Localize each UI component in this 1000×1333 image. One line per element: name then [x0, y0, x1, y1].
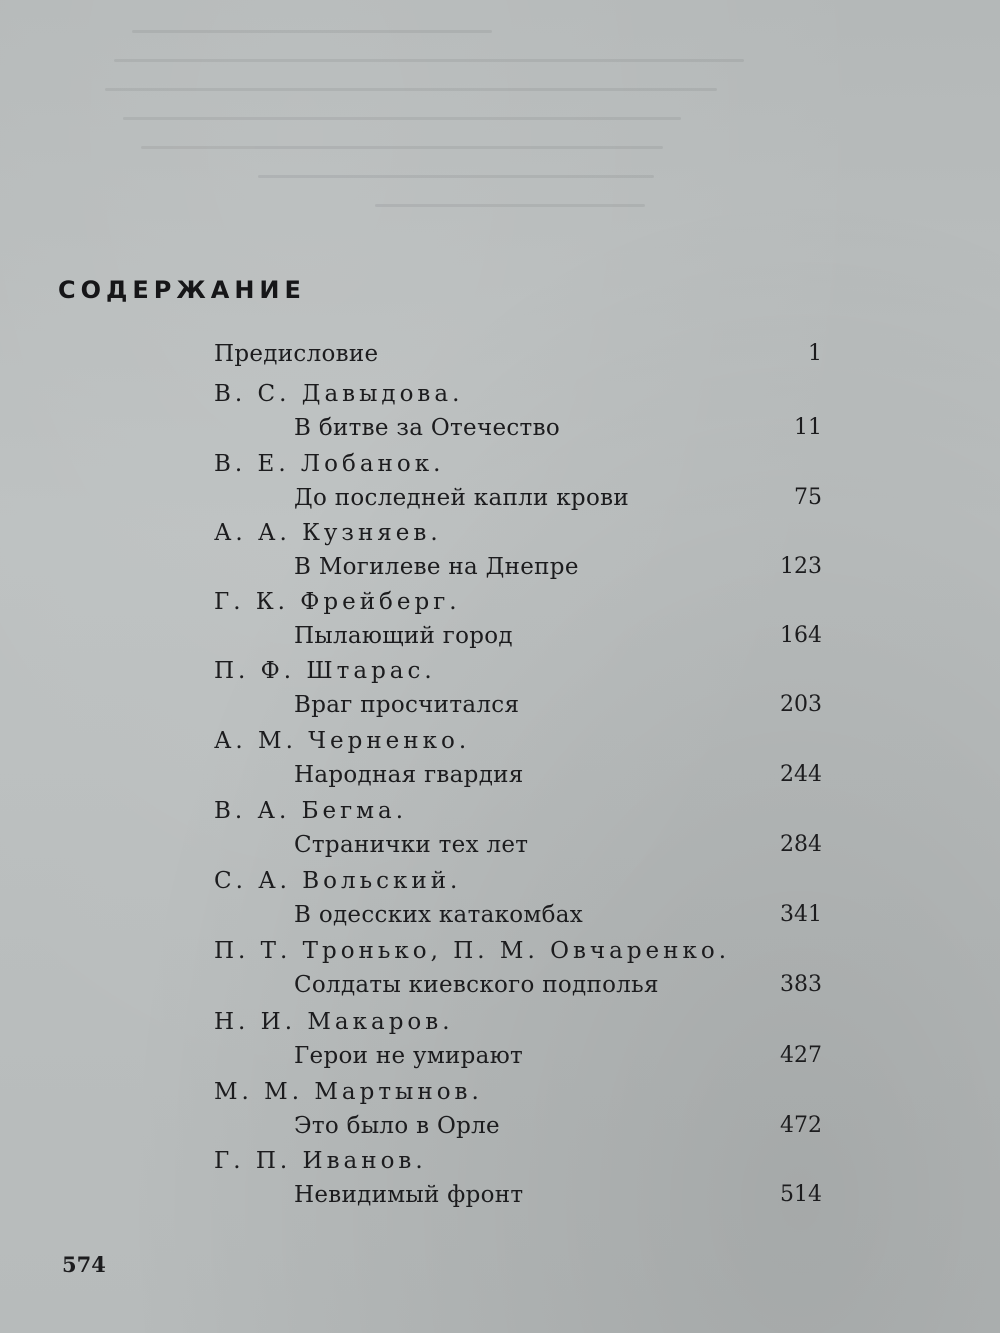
contents-heading: СОДЕРЖАНИЕ — [58, 276, 306, 304]
toc-author: П. Т. Тронько, П. М. Овчаренко. — [214, 938, 731, 964]
toc-author: Г. К. Фрейберг. — [214, 589, 461, 615]
toc-author: П. Ф. Штарас. — [214, 658, 436, 684]
toc-author: В. А. Бегма. — [214, 798, 408, 824]
toc-entry — [0, 451, 1000, 521]
toc-author: В. С. Давыдова. — [214, 381, 464, 407]
toc-page-number: 123 — [780, 554, 822, 579]
page-folio-number: 574 — [62, 1252, 106, 1277]
toc-author: Г. П. Иванов. — [214, 1148, 427, 1174]
toc-title: Пылающий город — [294, 623, 513, 649]
toc-page-number: 514 — [780, 1182, 822, 1207]
toc-author: С. А. Вольский. — [214, 868, 462, 894]
toc-title: В одесских катакомбах — [294, 902, 584, 928]
toc-entry — [0, 798, 1000, 868]
toc-page-number: 203 — [780, 692, 822, 717]
toc-title: В битве за Отечество — [294, 415, 560, 441]
toc-entry — [0, 1148, 1000, 1218]
toc-title: Народная гвардия — [294, 762, 524, 788]
toc-page-number: 284 — [780, 832, 822, 857]
toc-page-number: 341 — [780, 902, 822, 927]
toc-page-number: 11 — [794, 415, 822, 440]
toc-page-number: 244 — [780, 762, 822, 787]
toc-page-number: 383 — [780, 972, 822, 997]
toc-page-number: 1 — [808, 341, 822, 366]
toc-entry — [0, 728, 1000, 798]
toc-author: А. М. Черненко. — [214, 728, 471, 754]
bleed-through-text — [60, 30, 960, 290]
toc-title: Солдаты киевского подполья — [294, 972, 659, 998]
toc-page-number: 472 — [780, 1113, 822, 1138]
toc-title: До последней капли крови — [294, 485, 629, 511]
toc-title: Враг просчитался — [294, 692, 520, 718]
toc-page-number: 427 — [780, 1043, 822, 1068]
toc-entry — [0, 1079, 1000, 1149]
toc-title: Это было в Орле — [294, 1113, 500, 1139]
toc-entry-label: Предисловие — [214, 341, 379, 367]
toc-page-number: 164 — [780, 623, 822, 648]
toc-entry — [0, 658, 1000, 728]
toc-author: Н. И. Макаров. — [214, 1009, 454, 1035]
toc-entry — [0, 1009, 1000, 1079]
toc-entry — [0, 520, 1000, 590]
toc-title: В Могилеве на Днепре — [294, 554, 579, 580]
toc-title: Невидимый фронт — [294, 1182, 524, 1208]
toc-author: А. А. Кузняев. — [214, 520, 442, 546]
toc-entry — [0, 868, 1000, 938]
toc-author: М. М. Мартынов. — [214, 1079, 483, 1105]
toc-title: Странички тех лет — [294, 832, 529, 858]
toc-entry — [0, 381, 1000, 451]
toc-entry — [0, 589, 1000, 659]
toc-author: В. Е. Лобанок. — [214, 451, 445, 477]
toc-page-number: 75 — [794, 485, 822, 510]
toc-title: Герои не умирают — [294, 1043, 524, 1069]
toc-entry — [0, 938, 1000, 1008]
